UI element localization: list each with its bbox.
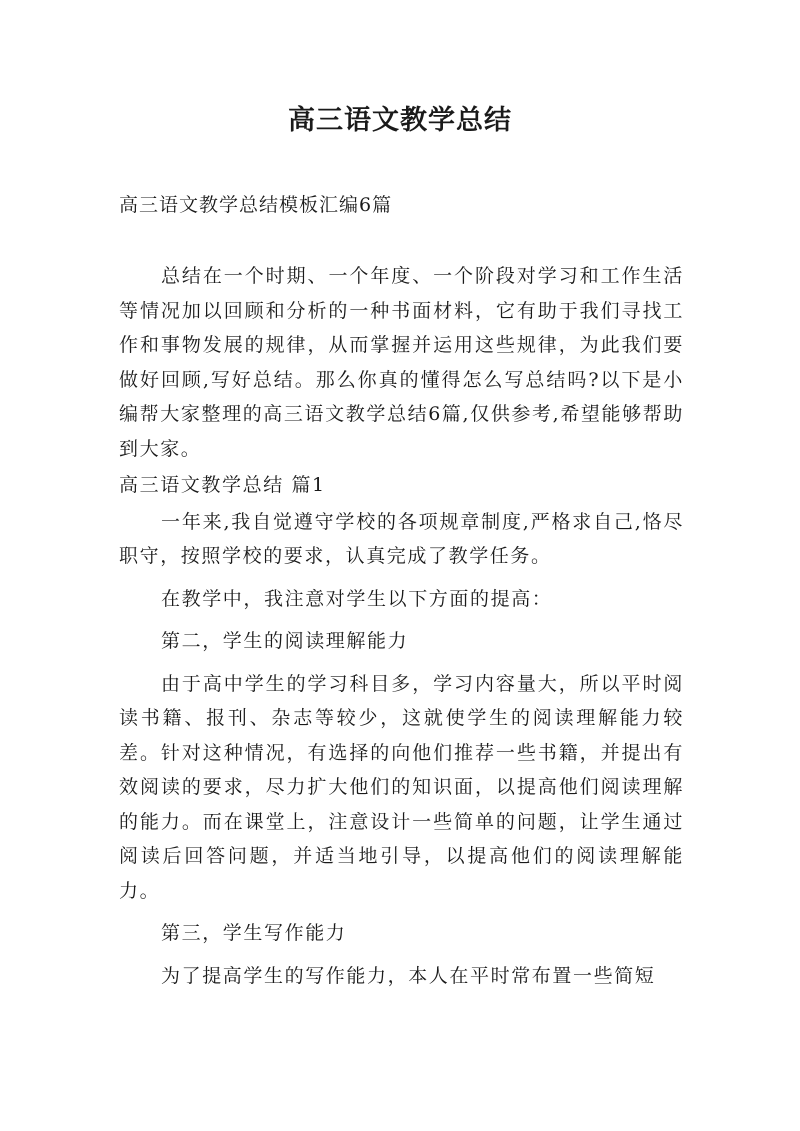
document-title: 高三语文教学总结 — [288, 105, 512, 136]
body-paragraph: 一年来,我自觉遵守学校的各项规章制度,严格求自己,恪尽职守，按照学校的要求，认真完成了教学任务。 — [119, 510, 684, 567]
body-paragraph: 由于高中学生的学习科目多，学习内容量大，所以平时阅读书籍、报刊、杂志等较少，这就使学生的阅读理解能力较差。针对这种情况，有选择的向他们推荐一些书籍，并提出有效阅读的要求，尽力扩大他们的知识面，以提高他们阅读理解的能力。而在课堂上，注意设计一些简单的问题，让学生通过阅读后回答问题，并适当地引导，以提高他们的阅读理解能力。 — [119, 672, 684, 902]
subheading: 第二，学生的阅读理解能力 — [161, 630, 409, 652]
document-subtitle: 高三语文教学总结模板汇编6篇 — [119, 194, 393, 216]
subheading: 第三，学生写作能力 — [161, 922, 347, 944]
intro-paragraph: 总结在一个时期、一个年度、一个阶段对学习和工作生活等情况加以回顾和分析的一种书面材料，它有助于我们寻找工作和事物发展的规律，从而掌握并运用这些规律，为此我们要做好回顾,写好总结。那么你真的懂得怎么写总结吗?以下是小编帮大家整理的高三语文教学总结6篇,仅供参考,希望能够帮助到大家。 — [119, 265, 684, 460]
section-heading: 高三语文教学总结 篇1 — [119, 474, 326, 496]
document-body — [119, 259, 684, 993]
body-paragraph: 为了提高学生的写作能力，本人在平时常布置一些简短 — [161, 964, 656, 987]
body-paragraph: 在教学中，我注意对学生以下方面的提高： — [161, 587, 553, 610]
